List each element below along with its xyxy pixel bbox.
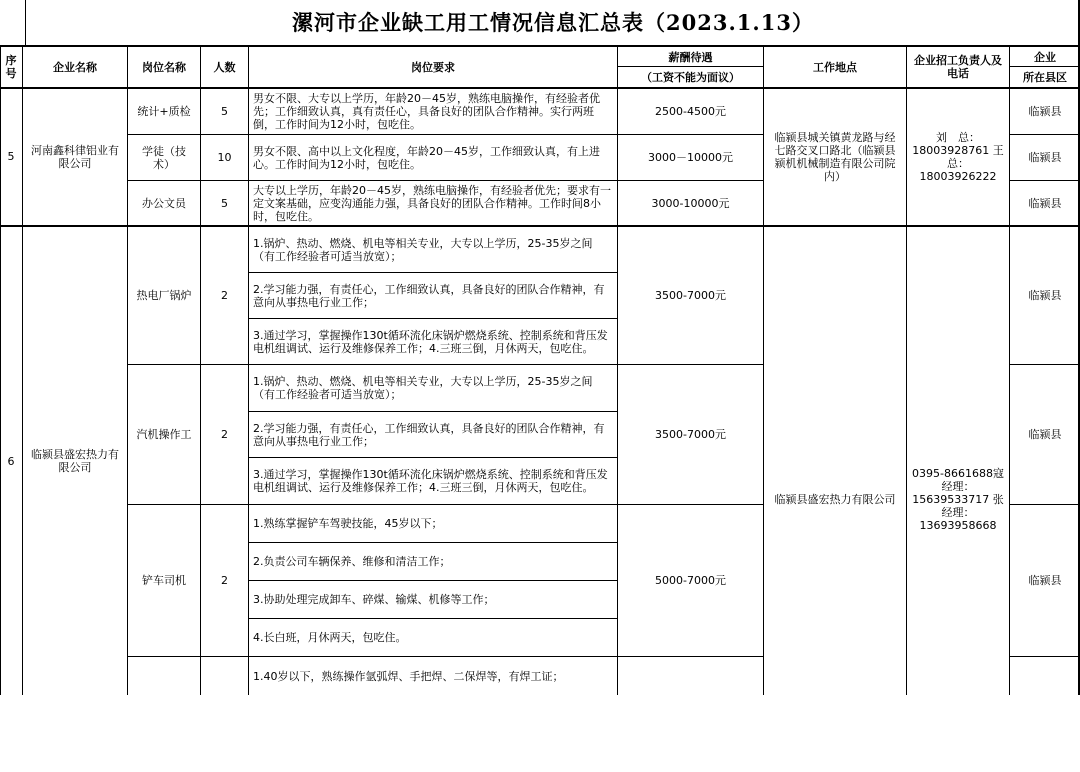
- header-salary-note: （工资不能为面议）: [641, 70, 740, 84]
- seq-cell: 6: [7, 454, 15, 468]
- grid-line: [25, 0, 26, 45]
- county-cell: 临颍县: [1028, 104, 1062, 118]
- grid-line: [0, 45, 1, 695]
- grid-line: [127, 45, 128, 695]
- grid-line: [0, 87, 1080, 89]
- location-cell: 临颍县城关镇黄龙路与经七路交叉口路北（临颍县颍机机械制造有限公司院内）: [774, 130, 896, 183]
- count-cell: 2: [221, 289, 228, 302]
- county-cell: 临颍县: [1028, 289, 1062, 302]
- header-county-top: 企业: [1034, 50, 1056, 64]
- salary-cell: 3000－10000元: [648, 151, 733, 164]
- grid-line: [1010, 656, 1080, 657]
- header-county-bottom: 所在县区: [1023, 70, 1067, 84]
- grid-line: [249, 411, 618, 412]
- salary-cell: 3000-10000元: [651, 196, 730, 210]
- count-cell: 2: [221, 574, 228, 587]
- grid-line: [128, 504, 764, 505]
- requirement-line: 3.协助处理完成卸车、碎煤、输煤、机修等工作；: [253, 593, 495, 606]
- position-cell: 铲车司机: [142, 574, 186, 587]
- grid-line: [22, 45, 23, 695]
- count-cell: 2: [221, 428, 228, 441]
- grid-line: [0, 45, 1080, 47]
- position-cell: 学徒（技术）: [142, 144, 186, 171]
- grid-line: [1010, 504, 1080, 505]
- company-cell: 临颍县盛宏热力有限公司: [31, 448, 119, 474]
- position-cell: 汽机操作工: [136, 428, 192, 441]
- position-cell: 热电厂锅炉: [136, 289, 192, 302]
- grid-line: [128, 180, 764, 181]
- header-seq: 序号: [5, 54, 17, 80]
- grid-line: [128, 134, 764, 135]
- header-requirements: 岗位要求: [411, 60, 455, 74]
- grid-line: [249, 542, 618, 543]
- salary-cell: 5000-7000元: [655, 574, 726, 587]
- requirement-line: 1.熟练掌握铲车驾驶技能，45岁以下；: [253, 517, 443, 530]
- grid-line: [249, 318, 618, 319]
- header-company: 企业名称: [53, 60, 97, 74]
- county-cell: 临颍县: [1028, 151, 1062, 164]
- header-position: 岗位名称: [142, 60, 186, 74]
- grid-line: [249, 580, 618, 581]
- contact-cell: 0395-8661688寇经理：15639533717 张经理：13693958668: [912, 467, 1004, 532]
- grid-line: [618, 66, 763, 67]
- grid-line: [1010, 66, 1080, 67]
- grid-line: [128, 364, 764, 365]
- requirement-line: 3.通过学习，掌握操作130t循环流化床锅炉燃烧系统、控制系统和背压发电机组调试、运行及维修保养工作；4.三班三倒，月休两天，包吃住。: [253, 328, 608, 355]
- contact-cell: 刘 总：18003928761 王总：18003926222: [912, 130, 1004, 183]
- position-cell: 办公文员: [142, 196, 186, 210]
- grid-line: [906, 45, 907, 695]
- requirement-line: 1.锅炉、热动、燃烧、机电等相关专业，大专以上学历，25-35岁之间（有工作经验者可适当放宽）；: [253, 375, 593, 401]
- requirement-line: 2.负责公司车辆保养、维修和清洁工作；: [253, 555, 451, 568]
- grid-line: [248, 45, 249, 695]
- grid-line: [763, 45, 764, 695]
- grid-line: [0, 225, 1080, 227]
- page-title: 漯河市企业缺工用工情况信息汇总表（2023.1.13）: [292, 10, 814, 35]
- county-cell: 临颍县: [1028, 428, 1062, 441]
- header-salary: 薪酬待遇: [668, 50, 713, 64]
- requirement-line: 1.锅炉、热动、燃烧、机电等相关专业，大专以上学历，25-35岁之间（有工作经验者可适当放宽）；: [253, 236, 593, 263]
- requirement-line: 3.通过学习，掌握操作130t循环流化床锅炉燃烧系统、控制系统和背压发电机组调试、运行及维修保养工作；4.三班三倒，月休两天，包吃住。: [253, 468, 608, 494]
- requirements-cell: 大专以上学历，年龄20－45岁，熟练电脑操作，有经验者优先；要求有一定文案基础，应变沟通能力强，具备良好的团队合作精神。工作时间8小时，包吃住。: [253, 183, 611, 223]
- company-cell: 河南鑫科律铝业有限公司: [31, 143, 119, 170]
- grid-line: [617, 45, 618, 695]
- count-cell: 5: [221, 104, 228, 118]
- salary-cell: 3500-7000元: [655, 289, 726, 302]
- grid-line: [1010, 134, 1080, 135]
- county-cell: 临颍县: [1028, 196, 1062, 210]
- grid-line: [1010, 180, 1080, 181]
- requirement-line: 2.学习能力强，有责任心，工作细致认真，具备良好的团队合作精神，有意向从事热电行业工作；: [253, 282, 605, 309]
- position-cell: 统计+质检: [137, 104, 191, 118]
- salary-cell: 2500-4500元: [655, 104, 726, 118]
- salary-cell: 3500-7000元: [655, 428, 726, 441]
- county-cell: 临颍县: [1028, 574, 1062, 587]
- grid-line: [249, 272, 618, 273]
- count-cell: 10: [217, 151, 232, 164]
- location-cell: 临颍县盛宏热力有限公司: [774, 493, 896, 506]
- grid-line: [128, 656, 764, 657]
- header-location: 工作地点: [813, 60, 857, 74]
- requirements-cell: 男女不限、大专以上学历，年龄20－45岁，熟练电脑操作，有经验者优先；工作细致认真，真有责任心，具备良好的团队合作精神。实行两班倒，工作时间为12小时，包吃住。: [253, 91, 600, 131]
- requirements-cell: 男女不限、高中以上文化程度，年龄20－45岁，工作细致认真，有上进心。工作时间为12小时，包吃住。: [253, 144, 600, 171]
- requirement-line: 1.40岁以下，熟练操作氩弧焊、手把焊、二保焊等，有焊工证；: [253, 669, 564, 683]
- requirement-line: 4.长白班，月休两天，包吃住。: [253, 631, 407, 644]
- count-cell: 5: [221, 196, 228, 210]
- grid-line: [249, 618, 618, 619]
- grid-line: [249, 457, 618, 458]
- header-count: 人数: [213, 60, 236, 74]
- grid-line: [1009, 45, 1010, 695]
- header-contact: 企业招工负责人及电话: [914, 54, 1002, 80]
- grid-line: [200, 45, 201, 695]
- seq-cell: 5: [7, 150, 15, 163]
- grid-line: [1010, 364, 1080, 365]
- requirement-line: 2.学习能力强，有责任心，工作细致认真，具备良好的团队合作精神，有意向从事热电行业工作；: [253, 421, 605, 448]
